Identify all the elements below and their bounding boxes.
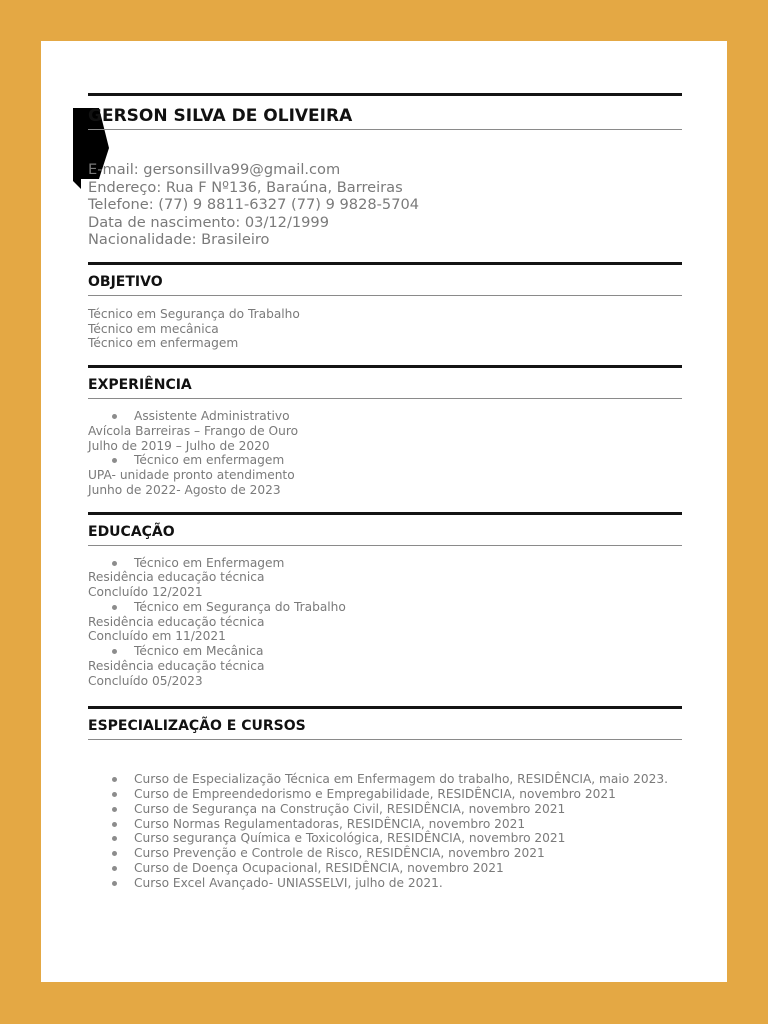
experiencia-role: Assistente Administrativo [88, 409, 682, 424]
curso-item: Curso segurança Química e Toxicológica, RESIDÊNCIA, novembro 2021 [88, 831, 682, 846]
objetivo-list [88, 307, 682, 351]
experiencia-period: Junho de 2022- Agosto de 2023 [88, 482, 281, 497]
objetivo-item: Técnico em enfermagem [88, 336, 239, 351]
name-bottom-rule [88, 129, 682, 130]
section-title: EDUCAÇÃO [88, 523, 175, 540]
experiencia-place: Avícola Barreiras – Frango de Ouro [88, 423, 299, 438]
contact-nationality: Nacionalidade: Brasileiro [88, 231, 270, 249]
section-objetivo [88, 262, 682, 351]
contact-birthdate: Data de nascimento: 03/12/1999 [88, 213, 330, 231]
resume-content [88, 93, 682, 890]
section-title: ESPECIALIZAÇÃO E CURSOS [88, 718, 306, 735]
contact-phone: Telefone: (77) 9 8811-6327 (77) 9 9828-5704 [88, 196, 420, 214]
section-cursos [88, 706, 682, 890]
experiencia-period: Julho de 2019 – Julho de 2020 [88, 438, 270, 453]
curso-item: Curso Excel Avançado- UNIASSELVI, julho de 2021. [88, 876, 682, 891]
curso-item: Curso Normas Regulamentadoras, RESIDÊNCIA, novembro 2021 [88, 817, 682, 832]
section-title: EXPERIÊNCIA [88, 377, 192, 394]
educacao-school: Residência educação técnica [88, 570, 265, 585]
curso-item: Curso de Especialização Técnica em Enfermagem do trabalho, RESIDÊNCIA, maio 2023. [88, 772, 682, 787]
educacao-school: Residência educação técnica [88, 658, 265, 673]
experiencia-place: UPA- unidade pronto atendimento [88, 468, 295, 483]
curso-item: Curso Prevenção e Controle de Risco, RESIDÊNCIA, novembro 2021 [88, 846, 682, 861]
experiencia-list [88, 409, 682, 498]
section-bottom-rule [88, 295, 682, 296]
candidate-name: GERSON SILVA DE OLIVEIRA [88, 106, 353, 126]
section-educacao [88, 512, 682, 689]
educacao-status: Concluído 12/2021 [88, 585, 203, 600]
curso-item: Curso de Segurança na Construção Civil, RESIDÊNCIA, novembro 2021 [88, 802, 682, 817]
educacao-course: Técnico em Mecânica [88, 644, 682, 659]
educacao-status: Concluído 05/2023 [88, 673, 203, 688]
objetivo-item: Técnico em mecânica [88, 321, 219, 336]
educacao-course: Técnico em Segurança do Trabalho [88, 600, 682, 615]
curso-item: Curso de Doença Ocupacional, RESIDÊNCIA, novembro 2021 [88, 861, 682, 876]
educacao-course: Técnico em Enfermagem [88, 556, 682, 571]
educacao-school: Residência educação técnica [88, 614, 265, 629]
contact-address: Endereço: Rua F Nº136, Baraúna, Barreiras [88, 178, 403, 196]
section-bottom-rule [88, 739, 682, 740]
contact-email: E-mail: gersonsillva99@gmail.com [88, 161, 341, 178]
cursos-list [88, 772, 682, 890]
educacao-status: Concluído em 11/2021 [88, 629, 226, 644]
section-title: OBJETIVO [88, 273, 163, 290]
contact-info [88, 161, 682, 249]
objetivo-item: Técnico em Segurança do Trabalho [88, 306, 300, 321]
educacao-list [88, 556, 682, 689]
section-experiencia [88, 365, 682, 498]
section-bottom-rule [88, 398, 682, 399]
section-bottom-rule [88, 545, 682, 546]
curso-item: Curso de Empreendedorismo e Empregabilidade, RESIDÊNCIA, novembro 2021 [88, 787, 682, 802]
experiencia-role: Técnico em enfermagem [88, 453, 682, 468]
